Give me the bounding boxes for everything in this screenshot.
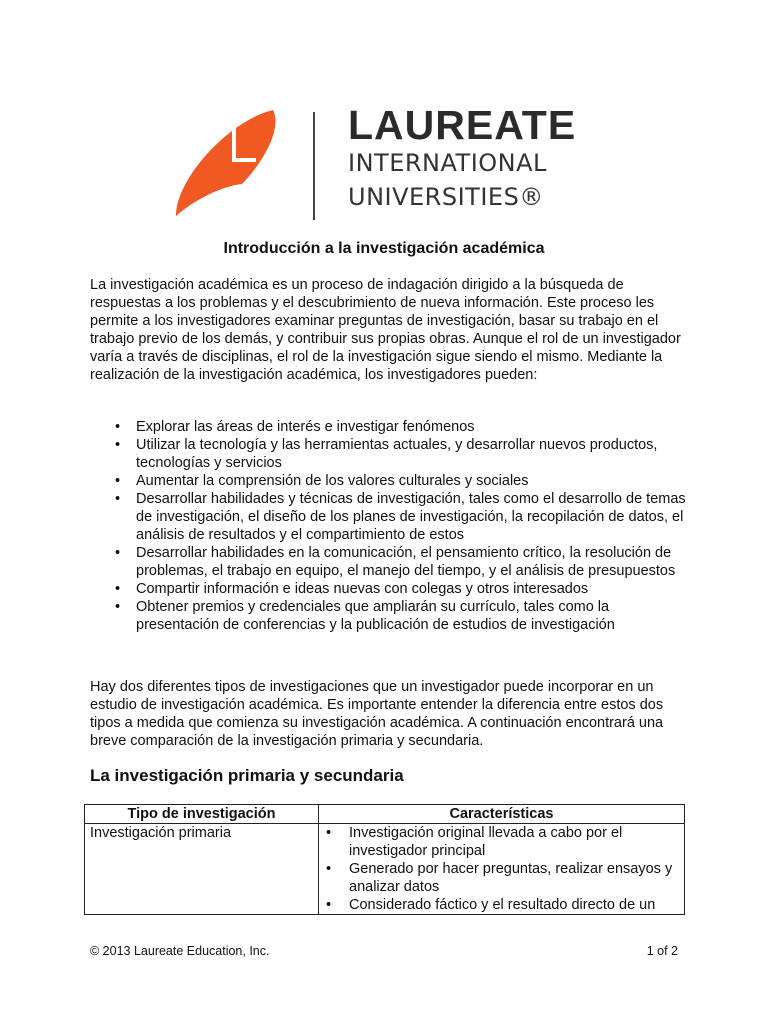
laureate-logo [170,100,610,230]
list-item: • Utilizar la tecnología y las herramientas actuales, y desarrollar nuevos productos, tecnologías y servicios [90,436,690,472]
benefits-list [90,418,690,634]
footer-page-number: 1 of 2 [646,944,678,958]
section-title: La investigación primaria y secundaria [90,766,404,785]
characteristics-list [319,824,680,914]
brand-subtitle-line1: INTERNATIONAL [348,149,547,177]
table-cell-characteristics [319,824,685,915]
intro-paragraph: La investigación académica es un proceso de indagación dirigido a la búsqueda de respuestas a los problemas y el descubrimiento de nueva información. Este proceso les permite a los investigadores examinar preguntas de investigación, basar su trabajo en el trabajo previo de los demás, y contribuir sus propias obras. Aunque el rol de un investigador varía a través de disciplinas, el rol de la investigación sigue siendo el mismo. Mediante la realización de la investigación académica, los investigadores pueden: [90,277,681,383]
document-title: Introducción a la investigación académica [223,240,545,257]
comparison-paragraph: Hay dos diferentes tipos de investigaciones que un investigador puede incorporar en un estudio de investigación académica. Es importante entender la diferencia entre estos dos tipos a medida que comienza su investigación académica. A continuación encontrará una breve comparación de la investigación primaria y secundaria. [90,679,664,749]
list-item: • Considerado fáctico y el resultado directo de un [319,896,680,914]
list-item: • Explorar las áreas de interés e investigar fenómenos [90,418,690,436]
column-header-type: Tipo de investigación [85,805,319,824]
list-item: • Generado por hacer preguntas, realizar ensayos y analizar datos [319,860,680,896]
list-item: • Investigación original llevada a cabo por el investigador principal [319,824,680,860]
list-item: • Aumentar la comprensión de los valores culturales y sociales [90,472,690,490]
table-row [85,824,685,915]
footer-copyright: © 2013 Laureate Education, Inc. [90,944,270,958]
logo-wordmark [348,104,576,214]
table-cell-type: Investigación primaria [85,824,319,915]
column-header-characteristics: Características [319,805,685,824]
brand-subtitle-line2: UNIVERSITIES® [348,183,544,211]
laureate-leaf-icon [170,100,290,225]
logo-divider [313,112,315,220]
list-item: • Obtener premios y credenciales que ampliarán su currículo, tales como la presentación de conferencias y la publicación de estudios de investigación [90,598,690,634]
list-item: • Desarrollar habilidades en la comunicación, el pensamiento crítico, la resolución de problemas, el trabajo en equipo, el manejo del tiempo, y el análisis de presupuestos [90,544,690,580]
table-header-row [85,805,685,824]
brand-name: LAUREATE [348,102,577,148]
research-types-table [84,804,685,915]
list-item: • Desarrollar habilidades y técnicas de investigación, tales como el desarrollo de temas de investigación, el diseño de los planes de investigación, la recopilación de datos, el análisis de resultados y el compartimiento de estos [90,490,690,544]
list-item: • Compartir información e ideas nuevas con colegas y otros interesados [90,580,690,598]
